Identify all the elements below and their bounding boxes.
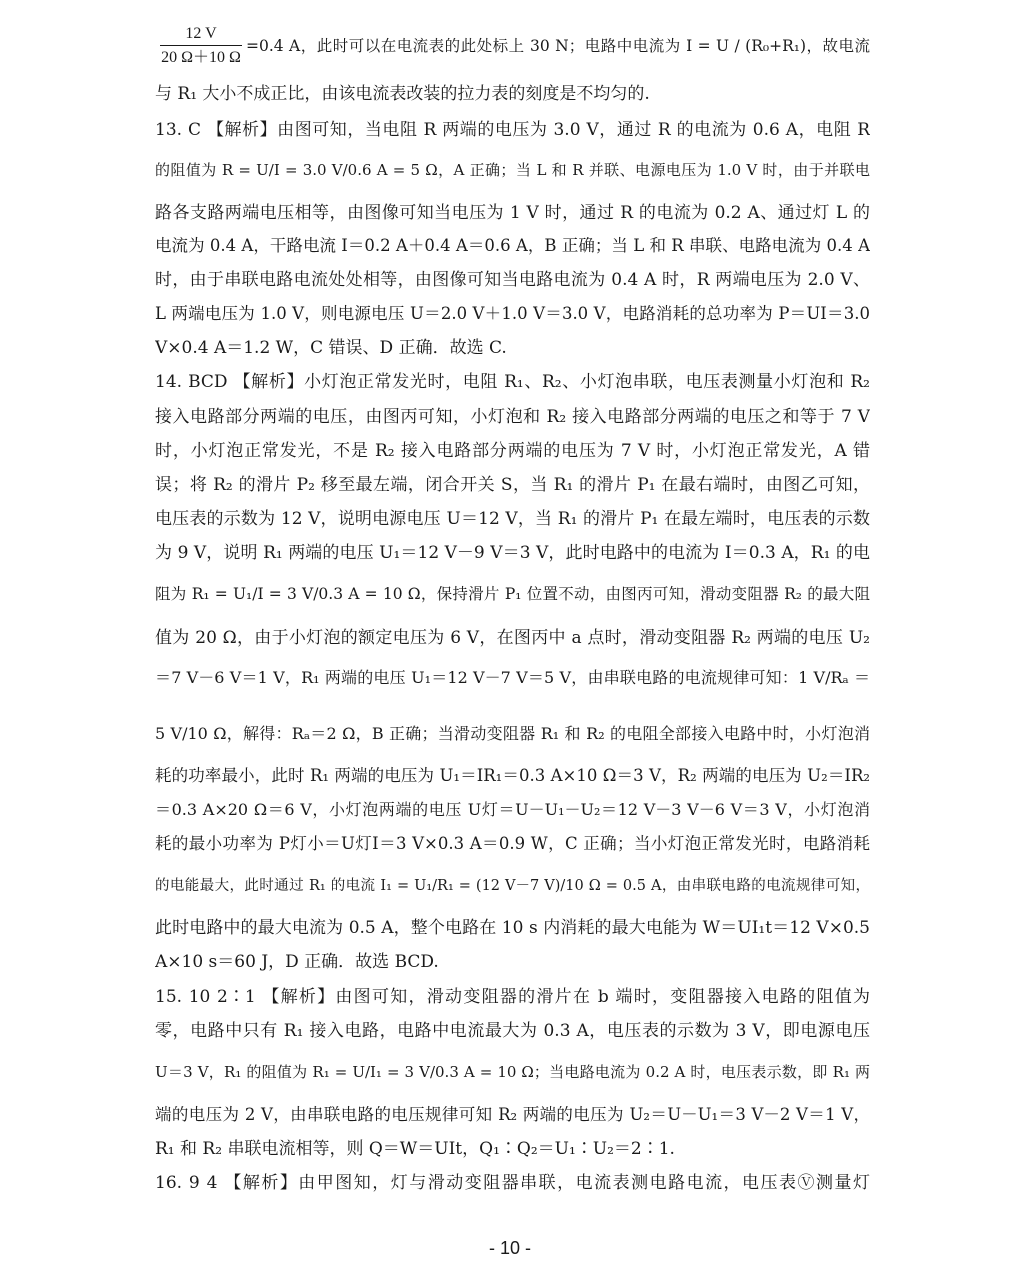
text-line: 与 R₁ 大小不成正比，由该电流表改装的拉力表的刻度是不均匀的.: [155, 84, 650, 104]
text-line: 路各支路两端电压相等，由图像可知当电压为 1 V 时，通过 R 的电流为 0.2 A、通过灯 L 的: [155, 203, 870, 223]
question-16-start: 16. 9 4 【解析】由甲图知，灯与滑动变阻器串联，电流表测电路电流，电压表Ⓥ测量灯: [155, 1173, 870, 1193]
text-line: 为 9 V，说明 R₁ 两端的电压 U₁＝12 V－9 V＝3 V，此时电路中的电流为 I＝0.3 A，R₁ 的电: [155, 543, 870, 563]
text-line: A×10 s＝60 J，D 正确．故选 BCD.: [155, 952, 439, 972]
text-line: =0.4 A，此时可以在电流表的此处标上 30 N；电路中电流为 I = U / (R₀+R₁)，故电流: [246, 37, 870, 55]
question-13-start: 13. C 【解析】由图可知，当电阻 R 两端的电压为 3.0 V，通过 R 的电流为 0.6 A，电阻 R: [155, 120, 870, 140]
text-line: ＝0.3 A×20 Ω＝6 V，小灯泡两端的电压 U灯＝U－U₁－U₂＝12 V－3 V－6 V＝3 V，小灯泡消: [155, 800, 870, 819]
text-line: 5 V/10 Ω，解得：Rₐ＝2 Ω，B 正确；当滑动变阻器 R₁ 和 R₂ 的电阻全部接入电路中时，小灯泡消: [155, 724, 870, 743]
text-line: R₁ 和 R₂ 串联电流相等，则 Q＝W＝UIt，Q₁∶Q₂＝U₁∶U₂＝2∶1.: [155, 1139, 675, 1159]
text-line: V×0.4 A＝1.2 W，C 错误、D 正确．故选 C.: [155, 338, 507, 358]
text-line: 接入电路部分两端的电压，由图丙可知，小灯泡和 R₂ 接入电路部分两端的电压之和等于 7 V: [155, 407, 870, 427]
text-line: 阻为 R₁ = U₁/I = 3 V/0.3 A = 10 Ω，保持滑片 P₁ 位置不动，由图丙可知，滑动变阻器 R₂ 的最大阻: [155, 585, 870, 603]
text-line: 电压表的示数为 12 V，说明电源电压 U＝12 V，当 R₁ 的滑片 P₁ 在最左端时，电压表的示数: [155, 509, 870, 529]
text-line: 的阻值为 R = U/I = 3.0 V/0.6 A = 5 Ω，A 正确；当 L 和 R 并联、电源电压为 1.0 V 时，由于并联电: [155, 161, 870, 179]
fraction-numerator: 12 V: [185, 25, 217, 42]
text-line: 时，小灯泡正常发光，不是 R₂ 接入电路部分两端的电压为 7 V 时，小灯泡正常发光，A 错: [155, 441, 870, 461]
question-15-start: 15. 10 2∶1 【解析】由图可知，滑动变阻器的滑片在 b 端时，变阻器接入电路的阻值为: [155, 987, 870, 1007]
text-line: 误；将 R₂ 的滑片 P₂ 移至最左端，闭合开关 S，当 R₁ 的滑片 P₁ 在最右端时，由图乙可知，: [155, 475, 870, 495]
text-line: 耗的最小功率为 P灯小＝U灯I＝3 V×0.3 A＝0.9 W，C 正确；当小灯泡正常发光时，电路消耗: [155, 834, 870, 853]
text-line: 值为 20 Ω，由于小灯泡的额定电压为 6 V，在图丙中 a 点时，滑动变阻器 R₂ 两端的电压 U₂: [155, 628, 870, 648]
question-14-start: 14. BCD 【解析】小灯泡正常发光时，电阻 R₁、R₂、小灯泡串联，电压表测量小灯泡和 R₂: [155, 372, 870, 392]
text-line: ＝7 V－6 V＝1 V，R₁ 两端的电压 U₁＝12 V－7 V＝5 V，由串联电路的电流规律可知：1 V/Rₐ ＝: [155, 668, 870, 687]
text-line: L 两端电压为 1.0 V，则电源电压 U＝2.0 V＋1.0 V＝3.0 V，电路消耗的总功率为 P＝UI＝3.0: [155, 304, 870, 323]
fraction-denominator: 20 Ω＋10 Ω: [161, 49, 241, 66]
text-line: 电流为 0.4 A，干路电流 I＝0.2 A＋0.4 A＝0.6 A，B 正确；当 L 和 R 串联、电路电流为 0.4 A: [155, 236, 870, 255]
fraction-bar: [160, 45, 242, 46]
text-line: 时，由于串联电路电流处处相等，由图像可知当电路电流为 0.4 A 时，R 两端电压为 2.0 V、: [155, 270, 870, 290]
text-line: 端的电压为 2 V，由串联电路的电压规律可知 R₂ 两端的电压为 U₂＝U－U₁＝3 V－2 V＝1 V，: [155, 1105, 870, 1124]
text-line: U＝3 V，R₁ 的阻值为 R₁ = U/I₁ = 3 V/0.3 A = 10 Ω；当电路电流为 0.2 A 时，电压表示数，即 R₁ 两: [155, 1063, 870, 1081]
text-line: 耗的功率最小，此时 R₁ 两端的电压为 U₁＝IR₁＝0.3 A×10 Ω＝3 V，R₂ 两端的电压为 U₂＝IR₂: [155, 766, 870, 785]
text-line: 零，电路中只有 R₁ 接入电路，电路中电流最大为 0.3 A，电压表的示数为 3 V，即电源电压: [155, 1021, 870, 1041]
text-line: 此时电路中的最大电流为 0.5 A，整个电路在 10 s 内消耗的最大电能为 W＝UI₁t＝12 V×0.5: [155, 918, 870, 938]
text-line: 的电能最大，此时通过 R₁ 的电流 I₁ = U₁/R₁ = (12 V－7 V)/10 Ω = 0.5 A，由串联电路的电流规律可知，: [155, 878, 870, 894]
page-number: - 10 -: [488, 1238, 531, 1258]
